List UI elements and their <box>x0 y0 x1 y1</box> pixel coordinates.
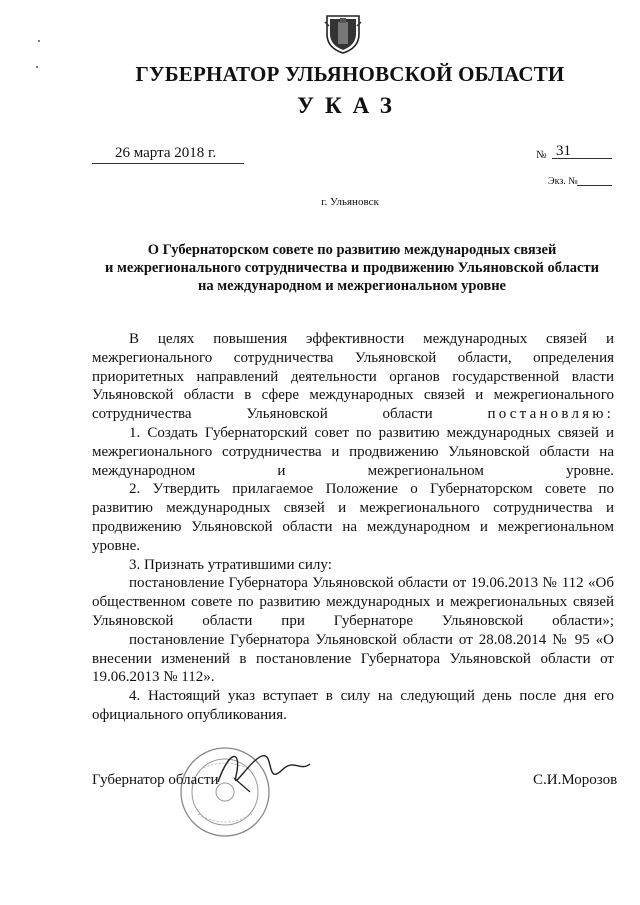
doc-type-title: УКАЗ <box>297 93 403 118</box>
body-paragraph: 4. Настоящий указ вступает в силу на следующий день после дня его официального опубликования. <box>92 688 614 723</box>
subject-line: О Губернаторском совете по развитию международных связей <box>147 242 557 258</box>
org-title: ГУБЕРНАТОР УЛЬЯНОВСКОЙ ОБЛАСТИ <box>135 62 565 86</box>
body-paragraph: 2. Утвердить прилагаемое Положение о Губернаторском совете по развитию международных связей и межрегионального сотрудничества и продвижению Ульяновской области на международном и межрегиональном уровне. <box>92 481 614 554</box>
decree-number: 31 <box>556 143 571 159</box>
scan-speck <box>38 40 40 42</box>
decree-verb: постановляю: <box>487 406 615 423</box>
city: г. Ульяновск <box>321 196 379 208</box>
signatory-name: С.И.Морозов <box>533 772 618 788</box>
body-paragraph: 1. Создать Губернаторский совет по развитию международных связей и межрегионального сотрудничества и продвижению Ульяновской области на международном и межрегиональном уровне. <box>92 424 614 479</box>
number-underline <box>552 158 612 159</box>
body-paragraph: постановление Губернатора Ульяновской области от 28.08.2014 № 95 «О внесении изменений в постановление Губернатора Ульяновской области от 19.06.2013 № 112». <box>92 631 614 686</box>
number-label: № <box>536 149 547 161</box>
preamble-paragraph <box>92 330 614 424</box>
subject-line: и межрегионального сотрудничества и продвижению Ульяновской области <box>105 260 599 276</box>
subject-line: на международном и межрегиональном уровне <box>198 278 506 294</box>
date-underline <box>92 163 244 164</box>
coat-of-arms-icon <box>323 12 363 54</box>
body-paragraph: постановление Губернатора Ульяновской области от 19.06.2013 № 112 «Об общественном совете по развитию международных и межрегиональных связей Ульяновской области при Губернаторе Ульяновской области»; <box>92 575 614 629</box>
decree-date: 26 марта 2018 г. <box>115 145 217 161</box>
body-paragraph: 3. Признать утратившими силу: <box>129 556 332 573</box>
copy-number-label: Экз. № <box>548 176 578 187</box>
decree-subject <box>92 241 612 295</box>
preamble-text: В целях повышения эффективности международных связей и межрегионального сотрудничества Ульяновской области, определения приоритетных направлений деятельности органов государственной власти Ульяновской области в сфере международных связей и межрегионального сотрудничества Ульяновской области <box>92 331 614 423</box>
copy-number-underline <box>577 185 612 186</box>
signatory-position: Губернатор области <box>92 772 219 788</box>
decree-body <box>92 330 614 725</box>
